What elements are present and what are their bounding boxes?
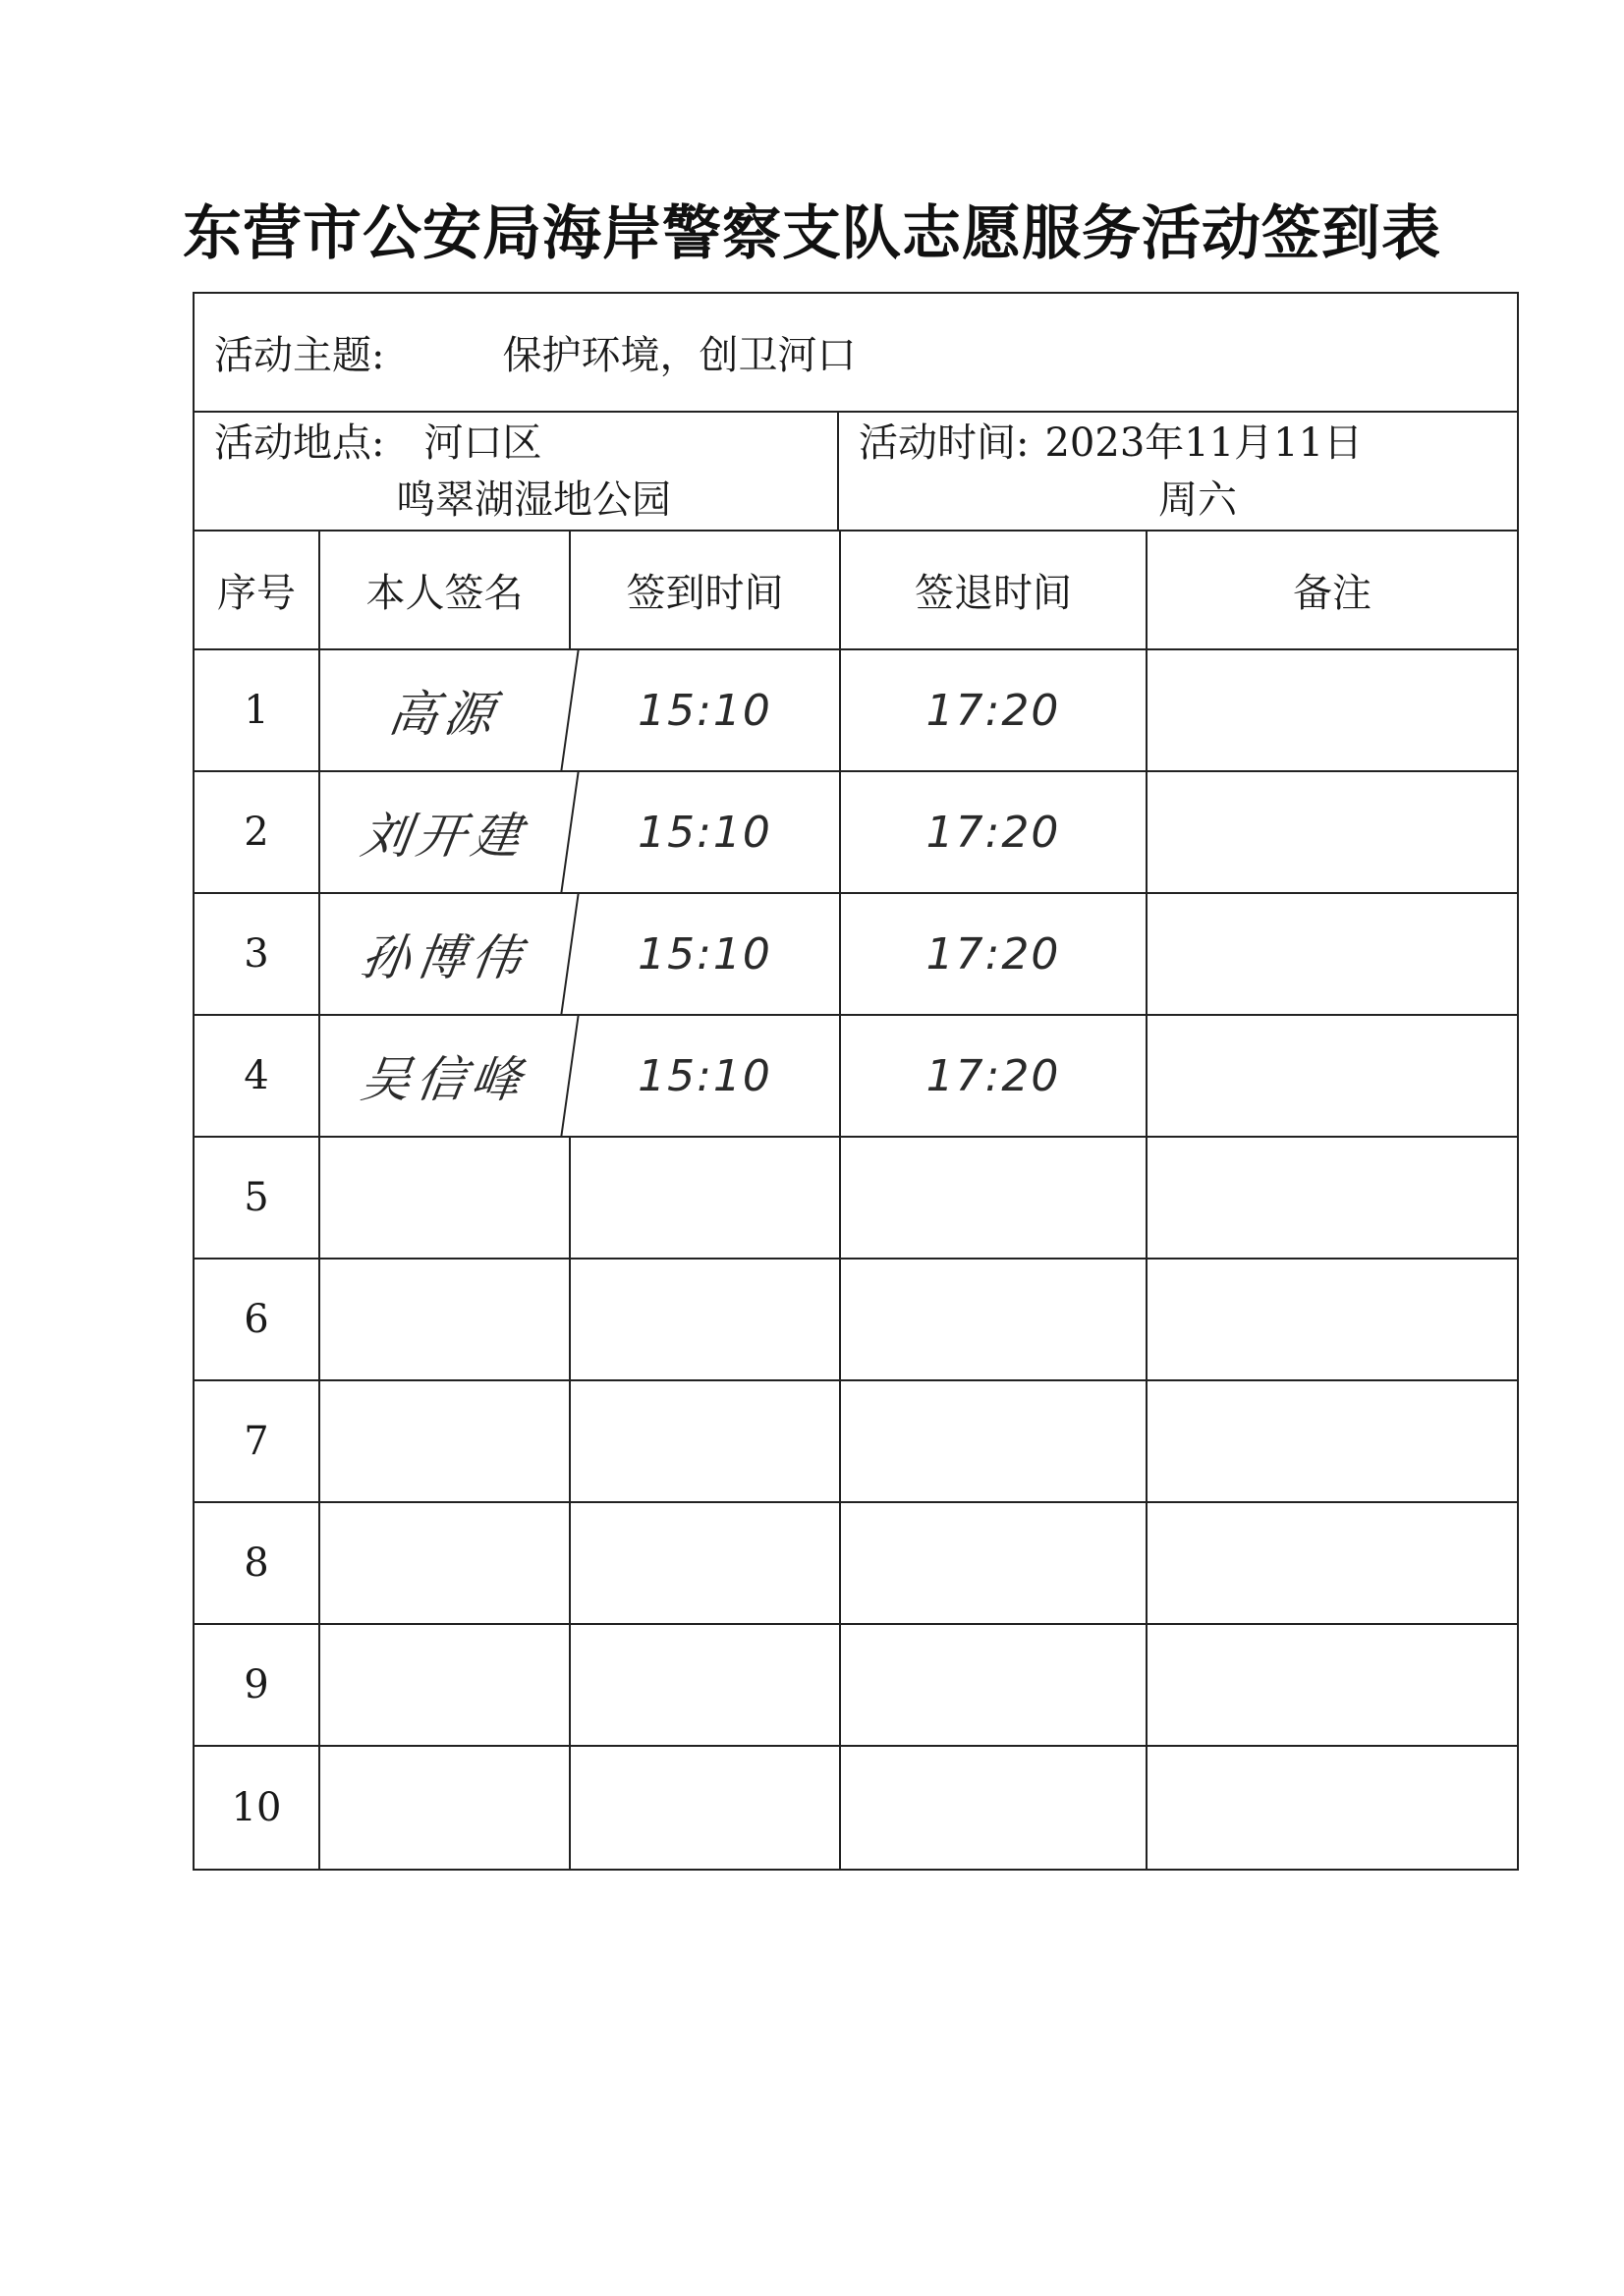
row-signout-time: 17:20	[841, 772, 1148, 892]
time-label: 活动时间:	[859, 420, 1030, 466]
theme-label: 活动主题:	[214, 333, 385, 378]
row-signout-time	[841, 1138, 1148, 1258]
row-seq: 7	[195, 1381, 320, 1501]
table-row	[195, 1503, 1517, 1625]
row-signout-time	[841, 1625, 1148, 1745]
time-line-1	[859, 415, 1363, 472]
row-signature: 吴信峰	[311, 1016, 579, 1136]
row-signin-time	[571, 1625, 841, 1745]
page-title: 东营市公安局海岸警察支队志愿服务活动签到表	[183, 199, 1441, 268]
table-row	[195, 1260, 1517, 1381]
row-signin-time: 15:10	[571, 650, 841, 770]
row-note	[1148, 1503, 1517, 1623]
row-seq: 2	[195, 772, 320, 892]
location-value-2: 鸣翠湖湿地公园	[396, 476, 671, 523]
row-seq: 10	[195, 1747, 320, 1869]
row-signin-time	[571, 1381, 841, 1501]
header-note: 备注	[1293, 571, 1372, 616]
row-signout-time: 17:20	[841, 894, 1148, 1014]
row-signature	[320, 1260, 571, 1379]
table-row	[195, 1016, 1517, 1138]
row-note	[1148, 1381, 1517, 1501]
row-note	[1148, 894, 1517, 1014]
location-cell	[195, 413, 839, 530]
row-note	[1148, 650, 1517, 770]
row-seq: 5	[195, 1138, 320, 1258]
header-name: 本人签名	[320, 532, 571, 648]
row-signin-time: 15:10	[571, 1016, 841, 1136]
row-signature: 高源	[311, 650, 579, 770]
row-signin-time	[571, 1503, 841, 1623]
row-signout-time: 17:20	[841, 1016, 1148, 1136]
row-signin-time	[571, 1138, 841, 1258]
table-row	[195, 1625, 1517, 1747]
row-note	[1148, 1138, 1517, 1258]
row-seq: 1	[195, 650, 320, 770]
row-signout-time	[841, 1747, 1148, 1869]
row-note	[1148, 772, 1517, 892]
row-signature	[320, 1138, 571, 1258]
theme-cell	[195, 294, 1517, 411]
header-signin: 签到时间	[571, 532, 841, 648]
row-signature: 孙博伟	[311, 894, 579, 1014]
row-signout-time	[841, 1381, 1148, 1501]
location-value-1: 河口区	[423, 420, 542, 466]
table-row	[195, 1138, 1517, 1260]
header-seq: 序号	[195, 532, 320, 648]
row-signout-time	[841, 1260, 1148, 1379]
row-signature	[320, 1747, 571, 1869]
row-signature	[320, 1503, 571, 1623]
location-label: 活动地点:	[214, 420, 385, 466]
sign-in-sheet	[193, 292, 1519, 1871]
row-note	[1148, 1625, 1517, 1745]
row-signin-time	[571, 1747, 841, 1869]
time-value-1: 2023年11月11日	[1044, 420, 1364, 466]
header-signout: 签退时间	[841, 532, 1148, 648]
row-note	[1148, 1016, 1517, 1136]
row-signature: 刘开建	[311, 772, 579, 892]
table-row	[195, 772, 1517, 894]
row-signature	[320, 1625, 571, 1745]
row-seq: 4	[195, 1016, 320, 1136]
row-seq: 9	[195, 1625, 320, 1745]
info-row	[195, 413, 1517, 532]
row-signin-time: 15:10	[571, 894, 841, 1014]
row-signin-time	[571, 1260, 841, 1379]
header-row	[195, 532, 1517, 650]
row-signout-time	[841, 1503, 1148, 1623]
table-row	[195, 1381, 1517, 1503]
row-signature	[320, 1381, 571, 1501]
row-seq: 6	[195, 1260, 320, 1379]
location-line-1	[214, 415, 541, 472]
row-signin-time: 15:10	[571, 772, 841, 892]
time-cell	[839, 413, 1517, 530]
theme-row	[195, 294, 1517, 413]
table-row	[195, 1747, 1517, 1869]
theme-value: 保护环境，创卫河口	[502, 333, 857, 378]
row-note	[1148, 1747, 1517, 1869]
row-seq: 3	[195, 894, 320, 1014]
table-row	[195, 650, 1517, 772]
time-value-2: 周六	[1158, 476, 1237, 523]
row-seq: 8	[195, 1503, 320, 1623]
row-note	[1148, 1260, 1517, 1379]
row-signout-time: 17:20	[841, 650, 1148, 770]
table-row	[195, 894, 1517, 1016]
